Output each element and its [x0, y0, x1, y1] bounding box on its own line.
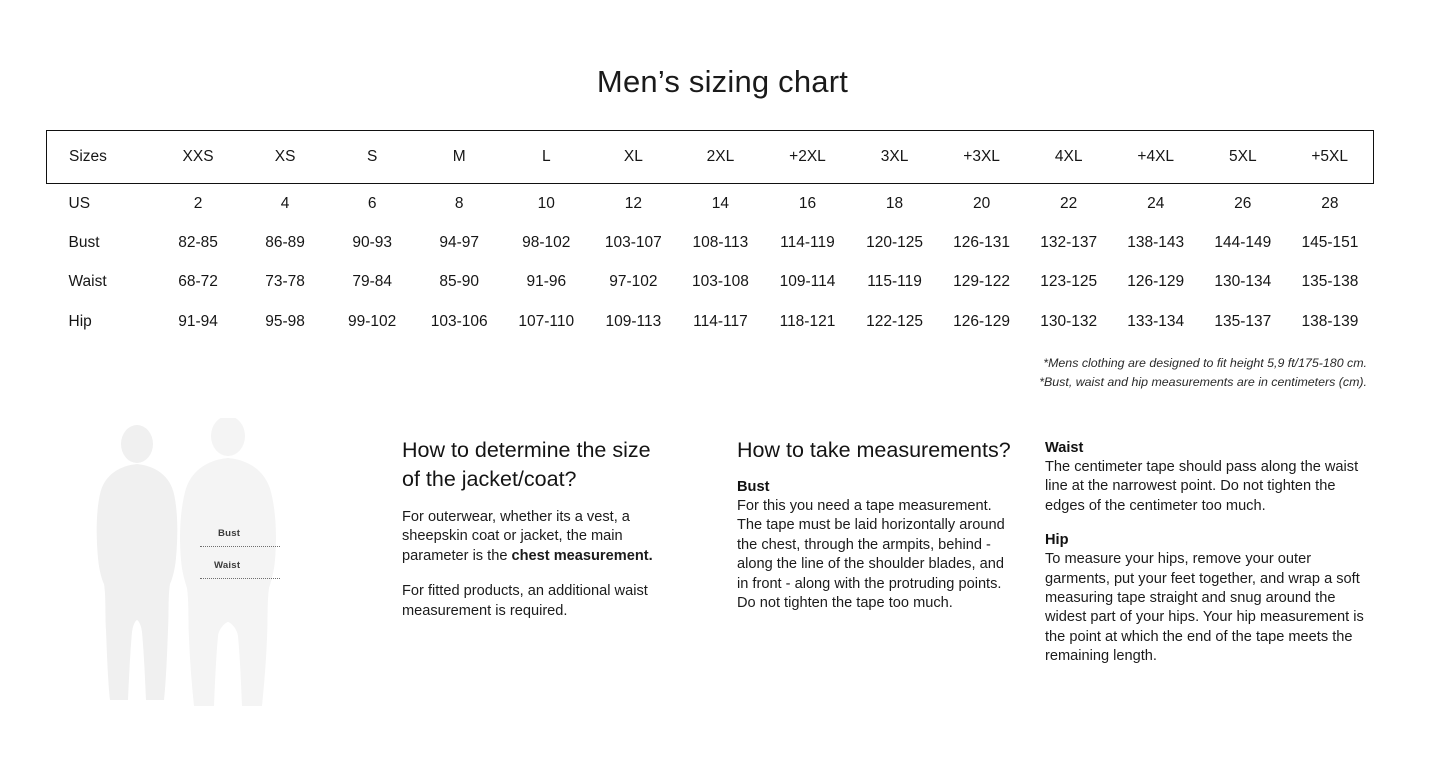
jacket-size-paragraph-1 [402, 508, 664, 566]
header-size-plus2xl: +2XL [764, 131, 851, 184]
cell: 18 [885, 194, 904, 212]
cell: 4 [280, 194, 290, 212]
cell: 8 [454, 194, 464, 212]
cell: 95-98 [265, 312, 305, 330]
header-size-2xl: 2XL [677, 131, 764, 184]
cell: 10 [537, 194, 555, 212]
jacket-size-paragraph-2: For fitted products, an additional waist measurement is required. [402, 583, 648, 619]
cell: 126-131 [953, 233, 1011, 251]
cell: 94-97 [439, 233, 480, 251]
cell: 73-78 [265, 273, 305, 291]
header-size-plus5xl: +5XL [1286, 131, 1373, 184]
cell: 16 [798, 194, 817, 212]
header-size-l: L [503, 131, 590, 184]
cell: 2 [193, 194, 203, 212]
header-size-s: S [329, 131, 416, 184]
header-size-xs: XS [242, 131, 329, 184]
cell: 118-121 [779, 312, 836, 330]
cell: 109-114 [779, 273, 836, 291]
waist-instructions: The centimeter tape should pass along the waist line at the narrowest point. Do not tighten the edges of the centimeter too much. [1045, 459, 1359, 514]
cell: 123-125 [1040, 273, 1098, 291]
cell: 135-138 [1301, 273, 1359, 291]
bust-measure-label: Bust [218, 528, 241, 539]
cell: 120-125 [866, 233, 923, 251]
cell: 126-129 [953, 312, 1011, 330]
cell: 114-117 [693, 312, 748, 330]
cell: 135-137 [1214, 312, 1272, 330]
cell: 126-129 [1127, 273, 1185, 291]
waist-measure-line [200, 578, 280, 579]
header-size-3xl: 3XL [851, 131, 938, 184]
cell: 122-125 [866, 312, 923, 330]
bust-subheading: Bust [737, 479, 770, 496]
cell: 82-85 [178, 233, 218, 251]
cell: 145-151 [1301, 233, 1359, 251]
cell: 24 [1147, 194, 1165, 212]
cell: 115-119 [867, 273, 922, 291]
footnote-units: *Bust, waist and hip measurements are in centimeters (cm). [1039, 374, 1367, 389]
cell: 132-137 [1040, 233, 1098, 251]
cell: 90-93 [352, 233, 392, 251]
header-sizes-label: Sizes [47, 131, 155, 184]
jacket-size-paragraph-1-text: For outerwear, whether its a vest, a sheepskin coat or jacket, the main parameter is the [402, 509, 630, 564]
cell: 130-132 [1040, 312, 1098, 330]
header-size-4xl: 4XL [1025, 131, 1112, 184]
cell: 98-102 [522, 233, 571, 251]
header-size-5xl: 5XL [1199, 131, 1286, 184]
header-size-plus4xl: +4XL [1112, 131, 1199, 184]
how-to-measure-heading: How to take measurements? [737, 438, 1011, 462]
cell: 133-134 [1127, 312, 1185, 330]
lower-section [0, 418, 1445, 772]
table-row [47, 263, 1374, 303]
cell: 99-102 [348, 312, 397, 330]
row-label-bust: Bust [68, 233, 100, 251]
cell: 108-113 [692, 233, 749, 251]
hip-instructions: To measure your hips, remove your outer garments, put your feet together, and wrap a soft measuring tape straight and snug around the widest part of your hips. Your hip measurement is the point at which the end of the tape meets the remaining length. [1045, 551, 1364, 665]
row-label-us: US [68, 194, 91, 212]
cell: 103-107 [604, 233, 662, 251]
waist-measure-label: Waist [214, 560, 241, 571]
table-row [47, 223, 1374, 263]
cell: 109-113 [605, 312, 662, 330]
table-row [47, 302, 1374, 342]
cell: 26 [1234, 194, 1252, 212]
cell: 79-84 [352, 273, 392, 291]
header-size-m: M [416, 131, 503, 184]
cell: 91-96 [526, 273, 567, 291]
bust-measure-line [200, 546, 280, 547]
cell: 85-90 [439, 273, 480, 291]
cell: 129-122 [953, 273, 1011, 291]
body-silhouette-illustration [80, 418, 380, 708]
header-size-plus3xl: +3XL [938, 131, 1025, 184]
silhouette-back-figure [97, 425, 178, 700]
table-header-row [47, 131, 1374, 184]
hip-subheading: Hip [1045, 532, 1069, 549]
header-size-xl: XL [590, 131, 677, 184]
cell: 22 [1060, 194, 1078, 212]
cell: 103-106 [430, 312, 488, 330]
size-table-container [46, 130, 1401, 342]
page-title: Men’s sizing chart [596, 64, 849, 99]
cell: 6 [367, 194, 377, 212]
header-size-xxs: XXS [155, 131, 242, 184]
bust-instructions: For this you need a tape measurement. The tape must be laid horizontally around the chest, through the armpits, behind - along the line of the shoulder blades, and in front - along with the protruding points. Do not tighten the tape too much. [737, 498, 1005, 612]
jacket-size-section [402, 418, 664, 637]
cell: 103-108 [691, 273, 749, 291]
cell: 68-72 [178, 273, 218, 291]
cell: 86-89 [265, 233, 305, 251]
size-table [46, 130, 1374, 342]
waist-subheading: Waist [1045, 440, 1084, 456]
row-label-waist: Waist [68, 273, 107, 291]
how-to-measure-section [737, 418, 1015, 629]
footnote-height: *Mens clothing are designed to fit height 5,9 ft/175-180 cm. [1043, 355, 1367, 370]
cell: 14 [711, 194, 730, 212]
cell: 138-139 [1301, 312, 1359, 330]
jacket-size-heading: How to determine the size of the jacket/coat? [402, 438, 651, 492]
cell: 107-110 [518, 312, 575, 330]
cell: 97-102 [609, 273, 658, 291]
cell: 130-134 [1214, 273, 1272, 291]
footnotes [0, 354, 1367, 392]
row-label-hip: Hip [68, 312, 92, 330]
cell: 12 [624, 194, 642, 212]
table-row [47, 184, 1374, 224]
waist-hip-section [1045, 418, 1365, 683]
cell: 138-143 [1127, 233, 1185, 251]
cell: 28 [1321, 194, 1339, 212]
cell: 20 [972, 194, 991, 212]
cell: 91-94 [178, 312, 218, 330]
cell: 144-149 [1214, 233, 1272, 251]
chest-measurement-emphasis: chest measurement. [511, 547, 653, 564]
cell: 114-119 [780, 233, 835, 251]
